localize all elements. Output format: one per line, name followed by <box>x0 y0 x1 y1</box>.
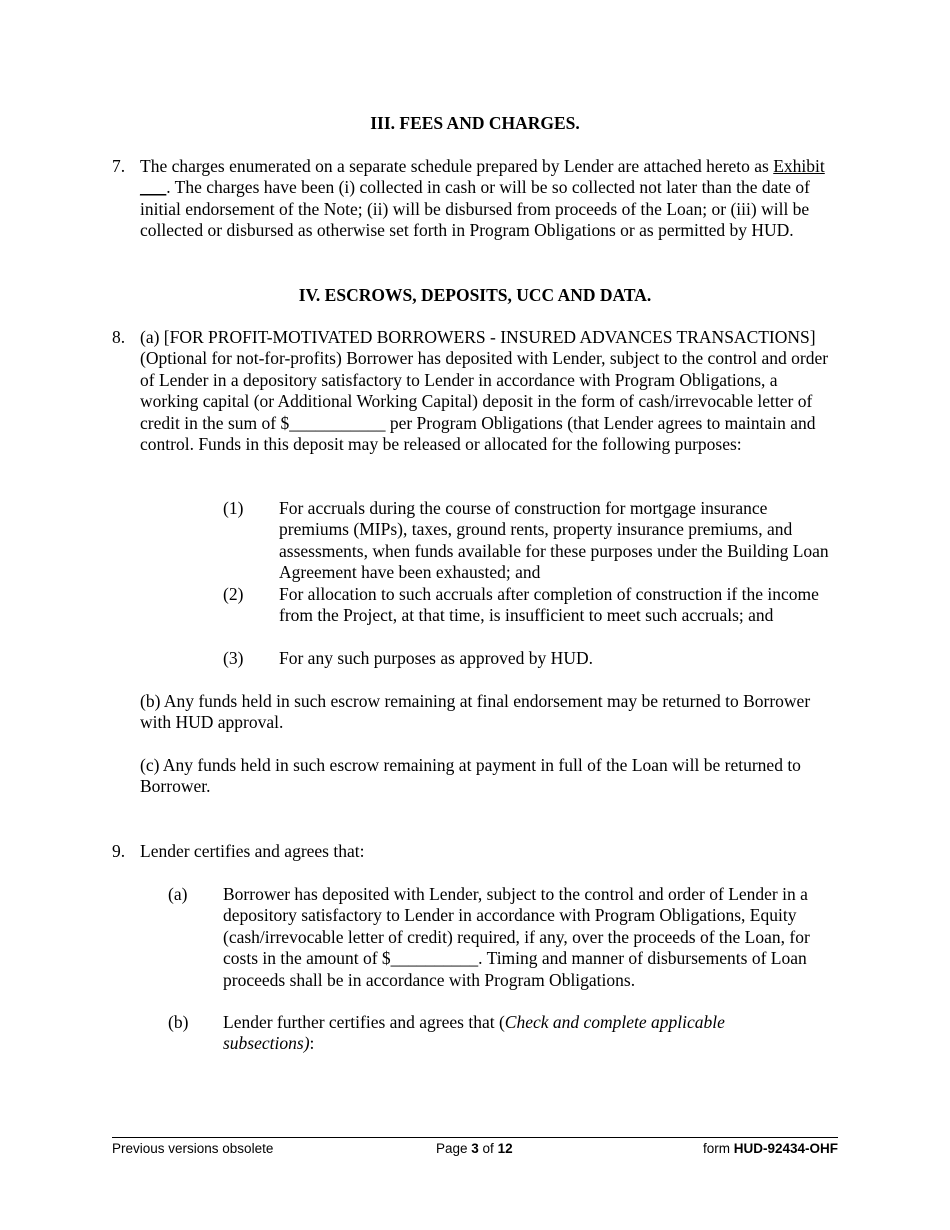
footer-form-id <box>703 1141 838 1156</box>
item-8c-paragraph: (c) Any funds held in such escrow remaining at payment in full of the Loan will be returned to Borrower. <box>140 755 801 797</box>
footer-form-prefix: form <box>702 1141 734 1156</box>
item-7-text-end: . The charges have been (i) collected in cash or will be so collected not later than the date of initial endorsement of the Note; (ii) will be disbursed from proceeds of the Loan; or (iii) will be collected or disbursed as otherwise set forth in Program Obligations or as permitted by HUD. <box>140 177 810 241</box>
footer-form-code: HUD-92434-OHF <box>733 1141 838 1156</box>
sub-item-text-2: For allocation to such accruals after completion of construction if the income from the Project, at that time, is insufficient to meet such accruals; and <box>279 584 819 626</box>
section-heading-fees: III. FEES AND CHARGES. <box>370 113 580 133</box>
footer-left: Previous versions obsolete <box>112 1141 274 1156</box>
item-number-7: 7. <box>112 156 126 176</box>
item-9a-number: (a) <box>168 884 188 904</box>
item-7-paragraph <box>140 156 840 242</box>
item-number-8: 8. <box>112 327 126 347</box>
sub-item-number-1: (1) <box>223 498 244 518</box>
footer-page-number <box>436 1141 513 1156</box>
item-9b-italic: Check and complete applicable subsections) <box>223 1012 725 1054</box>
item-9b-number: (b) <box>168 1012 189 1032</box>
item-9b-text-end: : <box>309 1033 315 1054</box>
footer-page-total: 12 <box>497 1141 513 1156</box>
item-number-9: 9. <box>112 841 126 861</box>
item-7-text-start: The charges enumerated on a separate schedule prepared by Lender are attached hereto as <box>140 156 774 176</box>
item-9b-text-start: Lender further certifies and agrees that ( <box>223 1012 505 1032</box>
footer-page-current: 3 <box>471 1141 479 1156</box>
item-9-intro: Lender certifies and agrees that: <box>140 841 365 861</box>
footer-page-prefix: Page <box>436 1141 472 1156</box>
item-9b-text <box>223 1012 783 1055</box>
footer-divider <box>112 1137 838 1138</box>
sub-item-number-2: (2) <box>223 584 244 604</box>
item-8a-paragraph: (a) [FOR PROFIT-MOTIVATED BORROWERS - INSURED ADVANCES TRANSACTIONS] (Optional for not-for-profits) Borrower has deposited with Lender, subject to the control and order of Lender in a depository satisfactory to Lender in accordance with Program Obligations, a working capital (or Additional Working Capital) deposit in the form of cash/irrevocable letter of credit in the sum of $___________ per Program Obligations (that Lender agrees to maintain and control. Funds in this deposit may be released or allocated for the following purposes: <box>140 327 829 455</box>
section-heading-escrows: IV. ESCROWS, DEPOSITS, UCC AND DATA. <box>298 285 652 305</box>
item-8b-paragraph: (b) Any funds held in such escrow remaining at final endorsement may be returned to Borrower with HUD approval. <box>140 691 811 733</box>
sub-item-text-3: For any such purposes as approved by HUD. <box>279 648 593 668</box>
sub-item-text-1: For accruals during the course of construction for mortgage insurance premiums (MIPs), taxes, ground rents, property insurance premiums, and assessments, when funds available for these purposes under the Building Loan Agreement have been exhausted; and <box>279 498 829 583</box>
footer-page-mid: of <box>478 1141 498 1156</box>
exhibit-blank: Exhibit ___ <box>140 156 825 198</box>
item-9a-text: Borrower has deposited with Lender, subject to the control and order of Lender in a depository satisfactory to Lender in accordance with Program Obligations, Equity (cash/irrevocable letter of credit) required, if any, over the proceeds of the Loan, for costs in the amount of $__________. Timing and manner of disbursements of Loan proceeds shall be in accordance with Program Obligations. <box>223 884 810 990</box>
sub-item-number-3: (3) <box>223 648 244 668</box>
